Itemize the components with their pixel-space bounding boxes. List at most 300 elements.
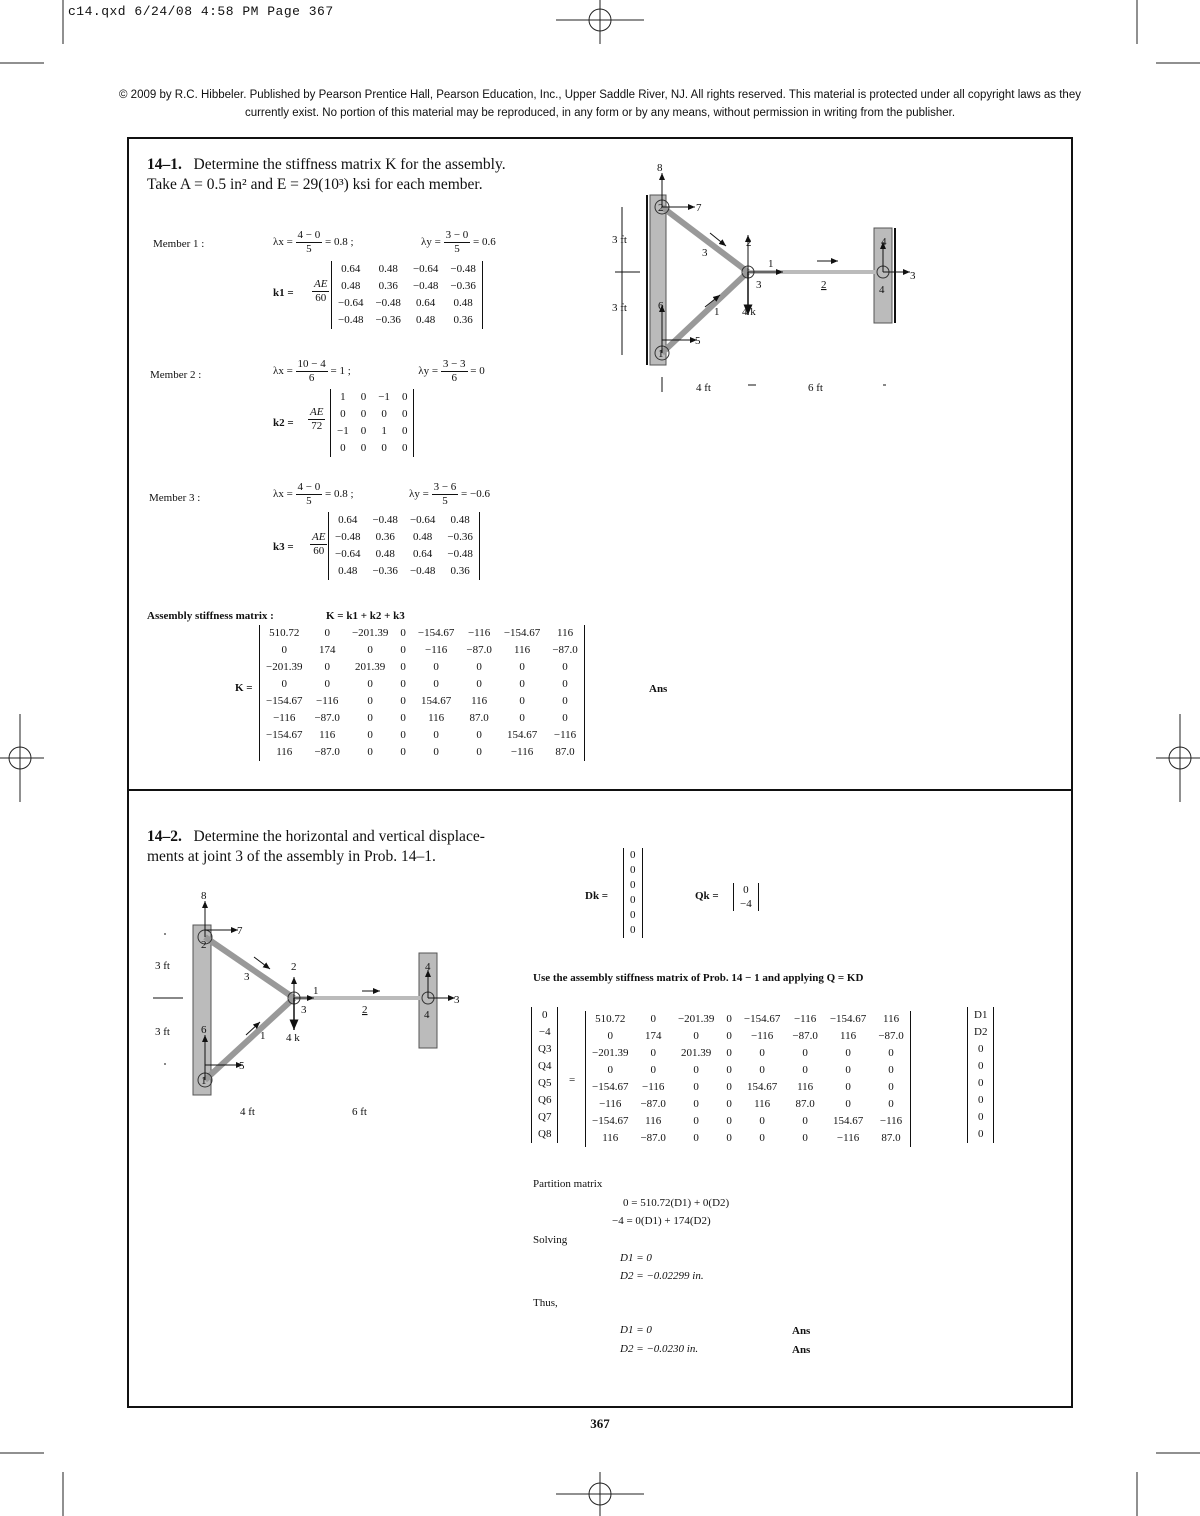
statement-line-1: Determine the stiffness matrix K for the assembly.: [193, 156, 506, 173]
Q-row: [532, 1041, 558, 1058]
Q-row: [532, 1075, 558, 1092]
K-repeat-cell: 0: [726, 1115, 732, 1127]
K-cell: −154.67: [503, 627, 541, 639]
k2-row: [331, 423, 414, 440]
K-cell: 0: [400, 712, 406, 724]
k3-cell: 0.48: [338, 565, 358, 577]
K-repeat-cell: 0: [726, 1098, 732, 1110]
Dk-row: [624, 908, 643, 923]
Dk-row: [624, 878, 643, 893]
member-2-direction-cosines: λx = $\frac{10 - 4}{6}$ = 1 ; λy = $\frac{3 - 3}{6}$ = 0: [273, 358, 485, 384]
svg-text:1: 1: [658, 348, 664, 360]
Dk-label: Dk =: [585, 890, 609, 902]
K-cell: 0: [281, 678, 287, 690]
K-cell: −116: [467, 627, 491, 639]
dim-3ft-top: 3 ft: [612, 234, 627, 246]
K-repeat-cell: 0: [759, 1047, 765, 1059]
svg-text:4 k: 4 k: [286, 1032, 300, 1044]
K-repeat-cell: 0: [693, 1064, 699, 1076]
K-repeat-cell: 87.0: [795, 1098, 815, 1110]
K-repeat-cell: 116: [645, 1115, 662, 1127]
K-repeat-cell: 0: [726, 1013, 732, 1025]
D-vector: [967, 1007, 994, 1143]
Q-cell: −4: [538, 1026, 551, 1038]
D-row: [968, 1126, 994, 1143]
solving-label: Solving: [533, 1234, 568, 1246]
K-cell: 0: [367, 712, 373, 724]
k1-cell: 0.48: [453, 297, 473, 309]
K-repeat-cell: 0: [726, 1030, 732, 1042]
K-repeat-cell: 0: [650, 1064, 656, 1076]
k1-row: [332, 278, 483, 295]
svg-text:4: 4: [424, 1009, 430, 1021]
K-cell: −201.39: [351, 627, 389, 639]
assembly-stiffness-matrix: [259, 625, 585, 761]
K-repeat-cell: 0: [693, 1081, 699, 1093]
k2-cell: −1: [378, 391, 390, 403]
problem-number: 14–1.: [147, 156, 182, 173]
k2-row: [331, 406, 414, 423]
D-row: [968, 1075, 994, 1092]
K-repeat-cell: 0: [650, 1013, 656, 1025]
K-cell: 0: [367, 644, 373, 656]
solution-1: D1 = 0: [620, 1252, 652, 1264]
statement-line-1: Determine the horizontal and vertical displace-: [193, 828, 485, 845]
k3-row: [329, 512, 480, 529]
k2-cell: 1: [340, 391, 346, 403]
Dk-cell: 0: [630, 879, 636, 891]
k2-cell: 0: [381, 442, 387, 454]
svg-text:3: 3: [244, 971, 250, 983]
K-repeat-row: [586, 1011, 911, 1028]
K-repeat-cell: 87.0: [881, 1132, 901, 1144]
K-cell: 0: [519, 695, 525, 707]
svg-text:5: 5: [239, 1060, 245, 1072]
use-assembly-text: Use the assembly stiffness matrix of Prob. 14 − 1 and applying Q = KD: [533, 972, 864, 984]
k2-row: [331, 389, 414, 406]
K-cell: −154.67: [266, 729, 303, 741]
statement-line-2: Take A = 0.5 in² and E = 29(10³) ksi for each member.: [147, 176, 483, 193]
Q-cell: Q6: [538, 1094, 552, 1106]
k2-row: [331, 440, 414, 457]
k2-cell: 0: [401, 391, 408, 403]
D-row: [968, 1024, 994, 1041]
K-cell: 116: [428, 712, 445, 724]
k3-row: [329, 563, 480, 580]
K-repeat-cell: 0: [726, 1081, 732, 1093]
k1-cell: 0.36: [378, 280, 398, 292]
K-cell: −116: [316, 695, 339, 707]
k2-cell: 0: [340, 442, 346, 454]
K-row: [260, 642, 585, 659]
D-cell: 0: [977, 1077, 984, 1089]
K-cell: 87.0: [469, 712, 489, 724]
K-repeat-cell: 510.72: [595, 1013, 626, 1025]
thus-label: Thus,: [533, 1297, 558, 1309]
D-row: [968, 1109, 994, 1126]
K-repeat-cell: 174: [644, 1030, 662, 1042]
Q-row: [532, 1024, 558, 1041]
Dk-cell: 0: [630, 909, 636, 921]
k3-cell: 0.36: [375, 531, 395, 543]
Q-row: [532, 1092, 558, 1109]
K-row: [260, 676, 585, 693]
Dk-row: [624, 848, 643, 863]
k1-row: [332, 312, 483, 329]
k3-row: [329, 546, 480, 563]
K-row: [260, 710, 585, 727]
member-1-ae-over-l: $\frac{AE}{60}$: [314, 278, 328, 304]
K-cell: 0: [324, 627, 330, 639]
K-repeat-cell: 201.39: [681, 1047, 712, 1059]
K-repeat-cell: −116: [879, 1115, 903, 1127]
k2-cell: 0: [360, 408, 367, 420]
K-repeat-cell: 0: [726, 1132, 732, 1144]
svg-text:2: 2: [291, 961, 297, 973]
K-repeat-cell: 0: [888, 1064, 894, 1076]
K-repeat-cell: −154.67: [743, 1013, 781, 1025]
svg-text:1: 1: [714, 306, 720, 318]
svg-text:2: 2: [746, 237, 752, 249]
k3-cell: −0.48: [335, 531, 361, 543]
load-label: 4 k: [742, 306, 756, 318]
svg-text:2: 2: [821, 279, 827, 291]
K-cell: 0: [400, 678, 406, 690]
Dk-row: [624, 863, 643, 878]
Dk-row: [624, 923, 643, 938]
K-cell: 0: [433, 661, 439, 673]
K-repeat-cell: −87.0: [878, 1030, 904, 1042]
K-cell: −87.0: [552, 644, 578, 656]
K-cell: 0: [400, 661, 406, 673]
K-cell: −87.0: [314, 746, 340, 758]
K-cell: 116: [276, 746, 293, 758]
svg-text:8: 8: [657, 162, 663, 174]
Qk-cell: −4: [740, 898, 752, 910]
K-repeat-cell: 0: [650, 1047, 656, 1059]
K-repeat-cell: 0: [693, 1132, 699, 1144]
svg-text:1: 1: [313, 985, 319, 997]
result-1: D1 = 0: [620, 1324, 652, 1336]
svg-text:3: 3: [756, 279, 762, 291]
D-cell: D2: [974, 1026, 988, 1038]
svg-text:7: 7: [696, 202, 702, 214]
solution-2: D2 = −0.02299 in.: [620, 1270, 704, 1282]
k1-cell: −0.64: [338, 297, 364, 309]
answer-marker-2: Ans: [792, 1344, 811, 1356]
K-repeat-row: [586, 1028, 911, 1045]
slug-line: c14.qxd 6/24/08 4:58 PM Page 367: [68, 4, 334, 19]
K-repeat-cell: 154.67: [747, 1081, 778, 1093]
Q-vector: [531, 1007, 558, 1143]
Qk-row: [734, 883, 759, 897]
K-cell: 0: [476, 678, 482, 690]
K-repeat-cell: 0: [845, 1047, 851, 1059]
partition-label: Partition matrix: [533, 1178, 603, 1190]
svg-text:3: 3: [702, 247, 708, 259]
K-repeat-cell: 0: [802, 1132, 808, 1144]
Dk-vector: [623, 848, 643, 938]
equals-sign: =: [569, 1074, 576, 1086]
D-row: [968, 1092, 994, 1109]
Q-row: [532, 1109, 558, 1126]
k2-cell: 0: [381, 408, 387, 420]
answer-marker: Ans: [649, 683, 668, 695]
K-repeat-cell: 0: [607, 1064, 613, 1076]
Qk-label: Qk =: [695, 890, 719, 902]
assembly-equation: K = k1 + k2 + k3: [326, 610, 405, 622]
k3-cell: −0.64: [335, 548, 361, 560]
Q-cell: Q5: [538, 1077, 552, 1089]
K-cell: −201.39: [266, 661, 303, 673]
K-cell: 174: [318, 644, 336, 656]
D-cell: 0: [977, 1060, 984, 1072]
svg-text:3 ft: 3 ft: [155, 960, 170, 972]
k1-cell: 0.36: [453, 314, 473, 326]
k1-cell: −0.48: [450, 263, 476, 275]
K-cell: 0: [367, 729, 373, 741]
K-repeat-cell: −154.67: [592, 1081, 629, 1093]
K-repeat-cell: 0: [888, 1098, 894, 1110]
K-cell: 0: [562, 661, 568, 673]
K-cell: 0: [433, 746, 439, 758]
k3-cell: −0.48: [409, 565, 436, 577]
problem-14-2-statement: [147, 827, 567, 867]
D-cell: 0: [977, 1128, 984, 1140]
svg-text:3: 3: [301, 1004, 307, 1016]
member-3-ae-over-l: $\frac{AE}{60}$: [312, 531, 326, 557]
K-cell: 0: [324, 661, 330, 673]
K-cell: 0: [519, 661, 525, 673]
member-3-label: Member 3 :: [149, 492, 201, 504]
K-repeat-row: [586, 1045, 911, 1062]
K-cell: −87.0: [314, 712, 340, 724]
K-cell: 0: [433, 678, 439, 690]
K-cell: 116: [471, 695, 488, 707]
k3-cell: −0.36: [447, 531, 473, 543]
k2-cell: −1: [337, 425, 349, 437]
K-cell: 154.67: [506, 729, 538, 741]
k2-cell: 1: [381, 425, 387, 437]
k3-cell: −0.36: [372, 565, 398, 577]
svg-text:2: 2: [658, 202, 664, 214]
Q-cell: 0: [541, 1009, 548, 1021]
svg-text:4: 4: [425, 961, 431, 973]
K-repeat-cell: 0: [802, 1047, 808, 1059]
svg-text:1: 1: [260, 1030, 266, 1042]
k2-cell: 0: [401, 425, 408, 437]
K-cell: 0: [400, 695, 406, 707]
D-cell: 0: [977, 1094, 984, 1106]
k3-cell: 0.48: [413, 531, 433, 543]
K-repeat-cell: 0: [888, 1081, 894, 1093]
Dk-cell: 0: [630, 864, 636, 876]
svg-text:3 ft: 3 ft: [155, 1026, 170, 1038]
K-cell: 0: [367, 678, 373, 690]
member-3-stiffness-matrix: [328, 512, 480, 580]
partition-eq-1: 0 = 510.72(D1) + 0(D2): [623, 1197, 730, 1209]
K-cell: 0: [367, 695, 373, 707]
K-cell: −116: [424, 644, 448, 656]
K-cell: 0: [281, 644, 287, 656]
svg-text:2: 2: [201, 939, 207, 951]
Q-row: [532, 1058, 558, 1075]
D-row: [968, 1041, 994, 1058]
K-repeat-cell: −201.39: [677, 1013, 715, 1025]
svg-text:4: 4: [879, 284, 885, 296]
k3-cell: 0.36: [450, 565, 470, 577]
K-cell: 0: [400, 644, 406, 656]
K-repeat-cell: 116: [883, 1013, 900, 1025]
K-cell: 116: [319, 729, 336, 741]
k3-cell: 0.48: [450, 514, 470, 526]
K-repeat-cell: 0: [845, 1081, 851, 1093]
K-repeat-cell: 0: [759, 1115, 765, 1127]
Q-cell: Q3: [538, 1043, 552, 1055]
K-cell: −116: [510, 746, 534, 758]
k3-cell: 0.48: [375, 548, 395, 560]
k1-cell: −0.48: [338, 314, 364, 326]
Qk-row: [734, 897, 759, 911]
K-repeat-row: [586, 1096, 911, 1113]
member-1-direction-cosines: λx = $\frac{4 - 0}{5}$ = 0.8 ; λy = $\frac{3 - 0}{5}$ = 0.6: [273, 229, 496, 255]
K-cell: 0: [562, 695, 568, 707]
K-repeat-cell: 0: [802, 1115, 808, 1127]
K-repeat-row: [586, 1079, 911, 1096]
k3-cell: 0.64: [413, 548, 433, 560]
partition-eq-2: −4 = 0(D1) + 174(D2): [612, 1215, 711, 1227]
k3-cell: 0.64: [338, 514, 358, 526]
K-cell: 116: [514, 644, 531, 656]
K-cell: −116: [553, 729, 577, 741]
k1-cell: 0.64: [416, 297, 436, 309]
member-3-direction-cosines: λx = $\frac{4 - 0}{5}$ = 0.8 ; λy = $\frac{3 - 6}{5}$ = −0.6: [273, 481, 490, 507]
K-cell: 510.72: [269, 627, 300, 639]
K-cell: 0: [519, 678, 525, 690]
K-repeat-cell: 0: [759, 1132, 765, 1144]
member-1: [662, 272, 748, 353]
K-repeat-cell: −116: [793, 1013, 817, 1025]
Q-cell: Q7: [538, 1111, 552, 1123]
svg-text:6: 6: [658, 300, 664, 312]
svg-text:5: 5: [695, 335, 701, 347]
k1-cell: 0.48: [416, 314, 436, 326]
member-2-label: Member 2 :: [150, 369, 202, 381]
Q-row: [532, 1126, 558, 1143]
k1-cell: −0.48: [412, 280, 439, 292]
dim-6ft: 6 ft: [808, 382, 823, 394]
K-repeat-row: [586, 1130, 911, 1147]
K-cell: 0: [324, 678, 330, 690]
k1-cell: 0.48: [341, 280, 361, 292]
K-cell: 0: [562, 678, 568, 690]
k1-cell: 0.48: [378, 263, 398, 275]
K-repeat-cell: −201.39: [592, 1047, 629, 1059]
k2-cell: 0: [360, 425, 367, 437]
k1-cell: 0.64: [341, 263, 361, 275]
K-repeat-cell: 0: [693, 1115, 699, 1127]
D-cell: 0: [977, 1111, 984, 1123]
K-repeat-cell: −116: [599, 1098, 622, 1110]
problem-divider: [127, 789, 1073, 791]
member-2-k-label: k2 =: [273, 417, 294, 429]
member-3-k-label: k3 =: [273, 541, 294, 553]
K-row: [260, 744, 585, 761]
problem-14-1-statement: [147, 155, 567, 195]
K-repeat-cell: −116: [642, 1081, 665, 1093]
Q-cell: Q8: [538, 1128, 552, 1140]
page-number: 367: [590, 1416, 610, 1431]
svg-text:3: 3: [910, 270, 916, 282]
answer-marker-1: Ans: [792, 1325, 811, 1337]
K-cell: −87.0: [466, 644, 492, 656]
statement-line-2: ments at joint 3 of the assembly in Prob. 14–1.: [147, 848, 436, 865]
member-1-stiffness-matrix: [331, 261, 483, 329]
D-cell: 0: [977, 1043, 984, 1055]
K-repeat-cell: 116: [840, 1030, 857, 1042]
K-row: [260, 659, 585, 676]
svg-text:3: 3: [454, 994, 460, 1006]
K-repeat-cell: −87.0: [792, 1030, 818, 1042]
member-2-ae-over-l: $\frac{AE}{72}$: [310, 406, 324, 432]
Qk-cell: 0: [743, 884, 749, 896]
K-repeat-cell: 0: [607, 1030, 613, 1042]
K-repeat-cell: −116: [836, 1132, 860, 1144]
k2-cell: 0: [360, 442, 367, 454]
truss-figure-top: [600, 155, 930, 400]
K-row: [260, 693, 585, 710]
Dk-cell: 0: [630, 849, 636, 861]
K-repeat-cell: 0: [759, 1064, 765, 1076]
K-repeat-cell: −154.67: [592, 1115, 629, 1127]
K-cell: 0: [400, 627, 406, 639]
k1-cell: −0.48: [375, 297, 401, 309]
K-repeat-cell: 116: [797, 1081, 814, 1093]
K-cell: 0: [476, 729, 482, 741]
K-repeat-cell: 0: [693, 1098, 699, 1110]
Q-row: [532, 1007, 558, 1024]
K-repeat-row: [586, 1062, 911, 1079]
member-1-label: Member 1 :: [153, 238, 205, 250]
K-cell: 87.0: [555, 746, 575, 758]
K-repeat-cell: 154.67: [832, 1115, 864, 1127]
K-cell: 201.39: [355, 661, 386, 673]
K-repeat-cell: 116: [602, 1132, 619, 1144]
k2-cell: 0: [401, 442, 408, 454]
problem-number: 14–2.: [147, 828, 182, 845]
member-2-stiffness-matrix: [330, 389, 414, 457]
K-repeat-cell: −116: [750, 1030, 774, 1042]
k1-cell: −0.64: [412, 263, 439, 275]
Qk-vector: [733, 883, 759, 911]
Dk-cell: 0: [630, 894, 636, 906]
D-row: [968, 1007, 994, 1024]
K-cell: 0: [476, 746, 482, 758]
result-2: D2 = −0.0230 in.: [620, 1343, 699, 1355]
svg-text:4 ft: 4 ft: [240, 1106, 255, 1118]
K-repeat-cell: 0: [845, 1098, 851, 1110]
svg-text:1: 1: [201, 1075, 207, 1087]
K-cell: 0: [400, 729, 406, 741]
K-cell: 0: [400, 746, 406, 758]
svg-text:6 ft: 6 ft: [352, 1106, 367, 1118]
K-repeat-cell: −154.67: [829, 1013, 867, 1025]
svg-text:8: 8: [201, 890, 207, 902]
K-repeat-cell: 0: [693, 1030, 699, 1042]
dim-4ft: 4 ft: [696, 382, 711, 394]
k2-cell: 0: [360, 391, 367, 403]
K-cell: 0: [519, 712, 525, 724]
